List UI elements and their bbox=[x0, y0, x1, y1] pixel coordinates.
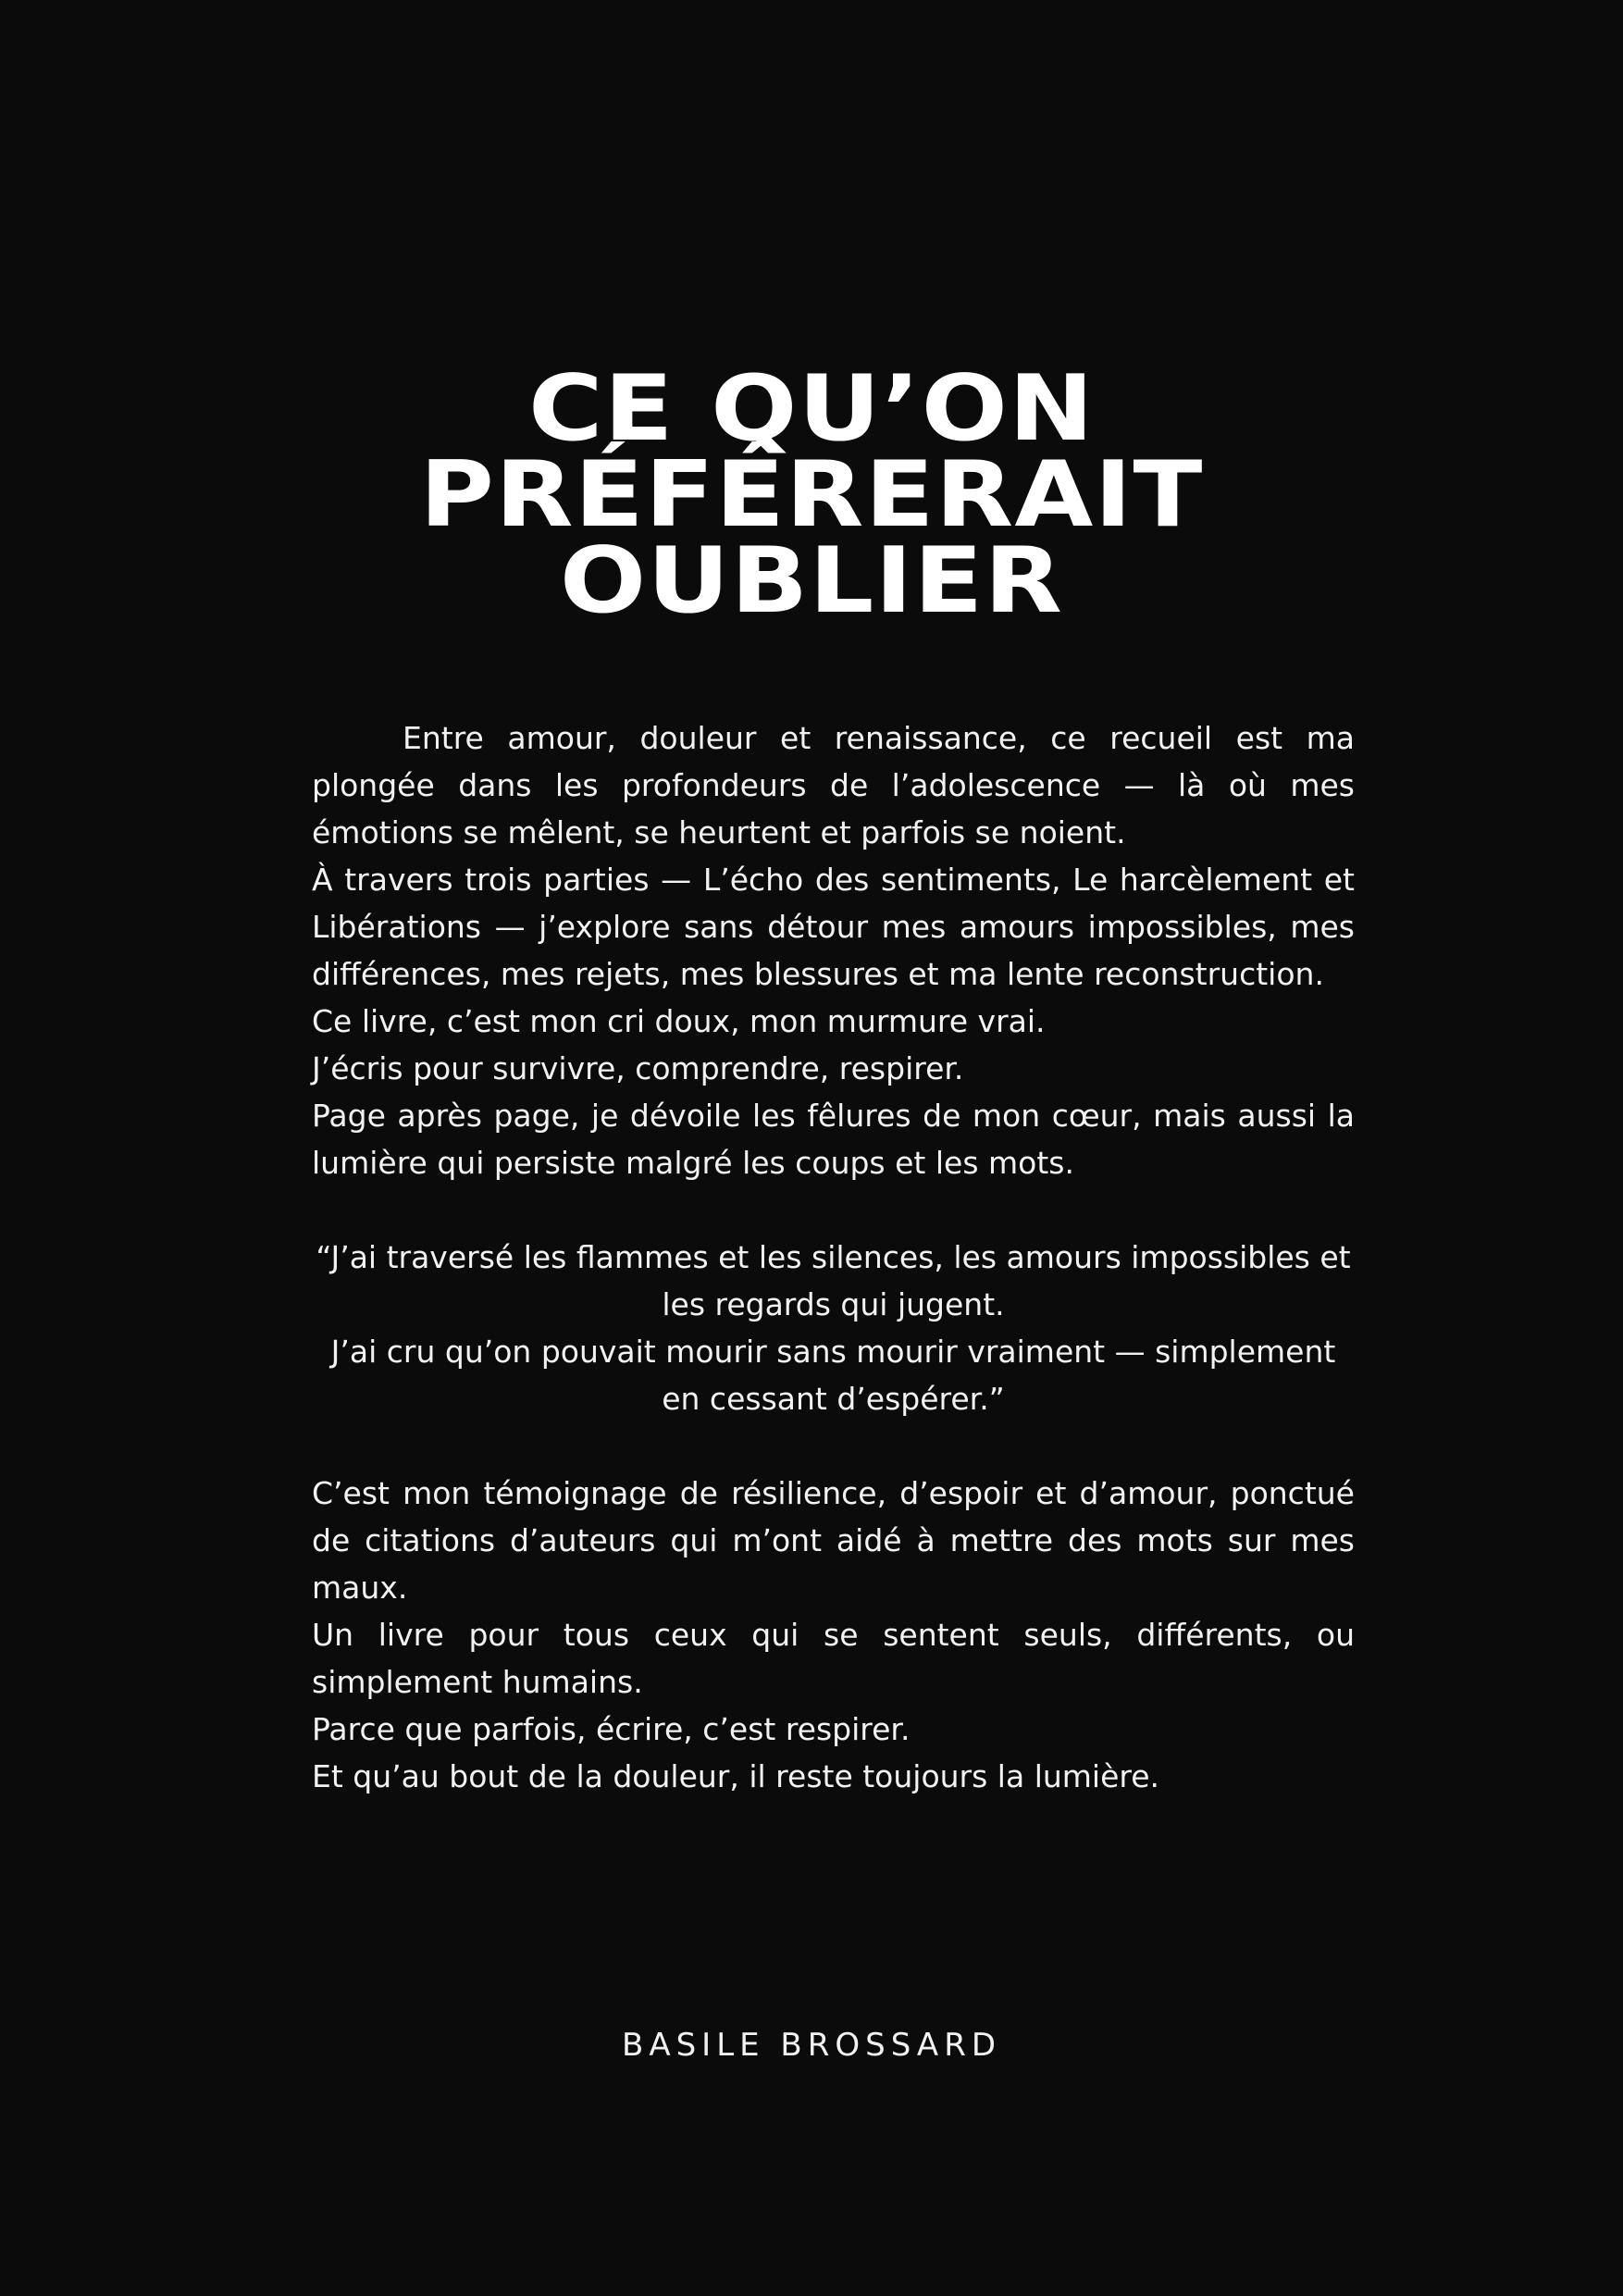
title-line-2: PRÉFÉRERAIT bbox=[419, 441, 1204, 548]
blurb-paragraph-outro-3: Parce que parfois, écrire, c’est respirer. bbox=[312, 1711, 911, 1747]
blurb-spacer bbox=[312, 1186, 1355, 1234]
blurb-paragraph-outro-1: C’est mon témoignage de résilience, d’espoir et d’amour, ponctué de citations d’auteurs qui m’ont aidé à mettre des mots sur mes maux. bbox=[312, 1475, 1355, 1606]
blurb-quote-1: “J’ai traversé les flammes et les silences, les amours impossibles et les regards qui jugent. bbox=[316, 1239, 1351, 1322]
blurb bbox=[312, 714, 1355, 1800]
blurb-paragraph-outro-4: Et qu’au bout de la douleur, il reste toujours la lumière. bbox=[312, 1758, 1160, 1794]
blurb-spacer bbox=[312, 1422, 1355, 1470]
author-name: BASILE BROSSARD bbox=[622, 2027, 1001, 2064]
blurb-paragraph-intro-2: À travers trois parties — L’écho des sentiments, Le harcèlement et Libérations — j’explore sans détour mes amours impossibles, mes différences, mes rejets, mes blessures et ma lente reconstruction. bbox=[312, 862, 1355, 992]
title-line-3: OUBLIER bbox=[559, 527, 1064, 634]
blurb-paragraph-intro-5: Page après page, je dévoile les fêlures de mon cœur, mais aussi la lumière qui persiste malgré les coups et les mots. bbox=[312, 1098, 1355, 1181]
blurb-paragraph-intro-3: Ce livre, c’est mon cri doux, mon murmure vrai. bbox=[312, 1003, 1046, 1039]
title-line-1: CE QU’ON bbox=[527, 355, 1096, 462]
blurb-paragraph-outro-2: Un livre pour tous ceux qui se sentent seuls, différents, ou simplement humains. bbox=[312, 1617, 1355, 1700]
blurb-paragraph-intro-4: J’écris pour survivre, comprendre, respirer. bbox=[312, 1050, 964, 1086]
blurb-paragraph-intro-1: Entre amour, douleur et renaissance, ce recueil est ma plongée dans les profondeurs de l’adolescence — là où mes émotions se mêlent, se heurtent et parfois se noient. bbox=[312, 720, 1355, 850]
blurb-quote-2: J’ai cru qu’on pouvait mourir sans mourir vraiment — simplement en cessant d’espérer.” bbox=[330, 1334, 1336, 1417]
book-title bbox=[0, 355, 1623, 634]
